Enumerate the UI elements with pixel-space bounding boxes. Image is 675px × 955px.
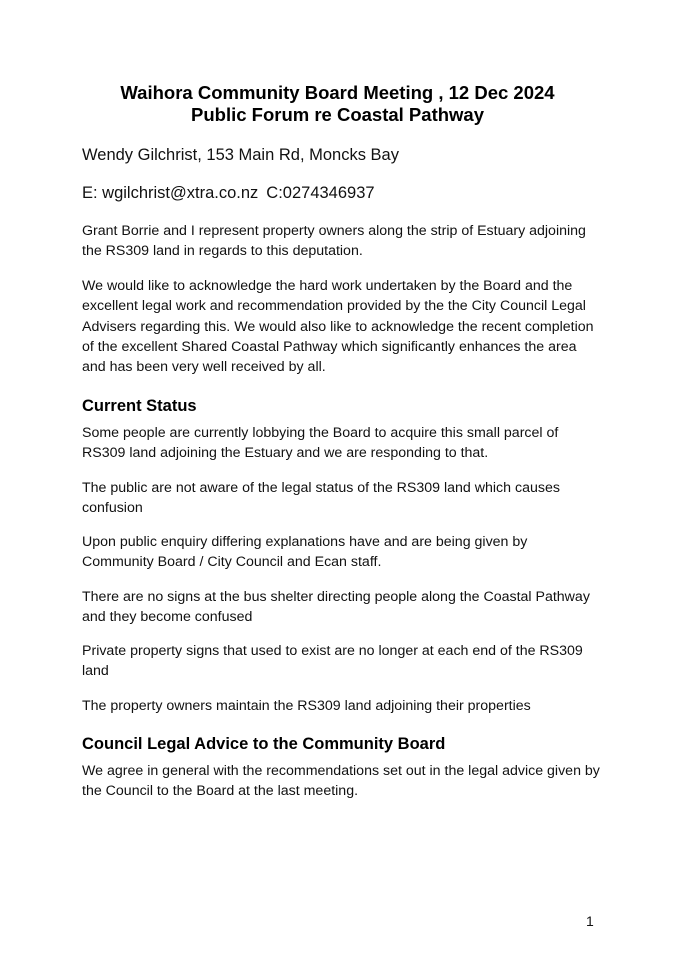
status-paragraph: The public are not aware of the legal status of the RS309 land which causes confusion xyxy=(82,480,560,517)
status-paragraph: Upon public enquiry differing explanations have and are being given by Community Board / City Council and Ecan staff. xyxy=(82,534,528,571)
intro-paragraph: Grant Borrie and I represent property owners along the strip of Estuary adjoining the RS309 land in regards to this deputation. xyxy=(82,223,586,260)
contact-phone: C:0274346937 xyxy=(266,184,375,202)
status-paragraph: Some people are currently lobbying the Board to acquire this small parcel of RS309 land adjoining the Estuary and we are responding to that. xyxy=(82,425,559,462)
title-line-forum: Public Forum re Coastal Pathway xyxy=(191,104,484,125)
document-title xyxy=(0,82,675,126)
page-number: 1 xyxy=(586,913,594,929)
title-line-meeting: Waihora Community Board Meeting , 12 Dec 2024 xyxy=(120,82,555,103)
status-paragraph: Private property signs that used to exist are no longer at each end of the RS309 land xyxy=(82,643,583,680)
status-paragraph: The property owners maintain the RS309 land adjoining their properties xyxy=(82,698,531,714)
contact-details xyxy=(82,183,375,203)
contact-email: E: wgilchrist@xtra.co.nz xyxy=(82,184,259,202)
contact-name-address: Wendy Gilchrist, 153 Main Rd, Moncks Bay xyxy=(82,146,399,164)
acknowledgement-paragraph: We would like to acknowledge the hard work undertaken by the Board and the excellent legal work and recommendation provided by the the City Council Legal Advisers regarding this. We would also like to acknowledge the recent completion of the excellent Shared Coastal Pathway which significantly enhances the area and has been very well received by all. xyxy=(82,278,594,376)
section-heading-legal-advice: Council Legal Advice to the Community Board xyxy=(82,735,446,753)
status-paragraph: There are no signs at the bus shelter directing people along the Coastal Pathway and they become confused xyxy=(82,589,590,626)
section-heading-current-status: Current Status xyxy=(82,397,197,415)
legal-advice-paragraph: We agree in general with the recommendations set out in the legal advice given by the Council to the Board at the last meeting. xyxy=(82,763,600,800)
